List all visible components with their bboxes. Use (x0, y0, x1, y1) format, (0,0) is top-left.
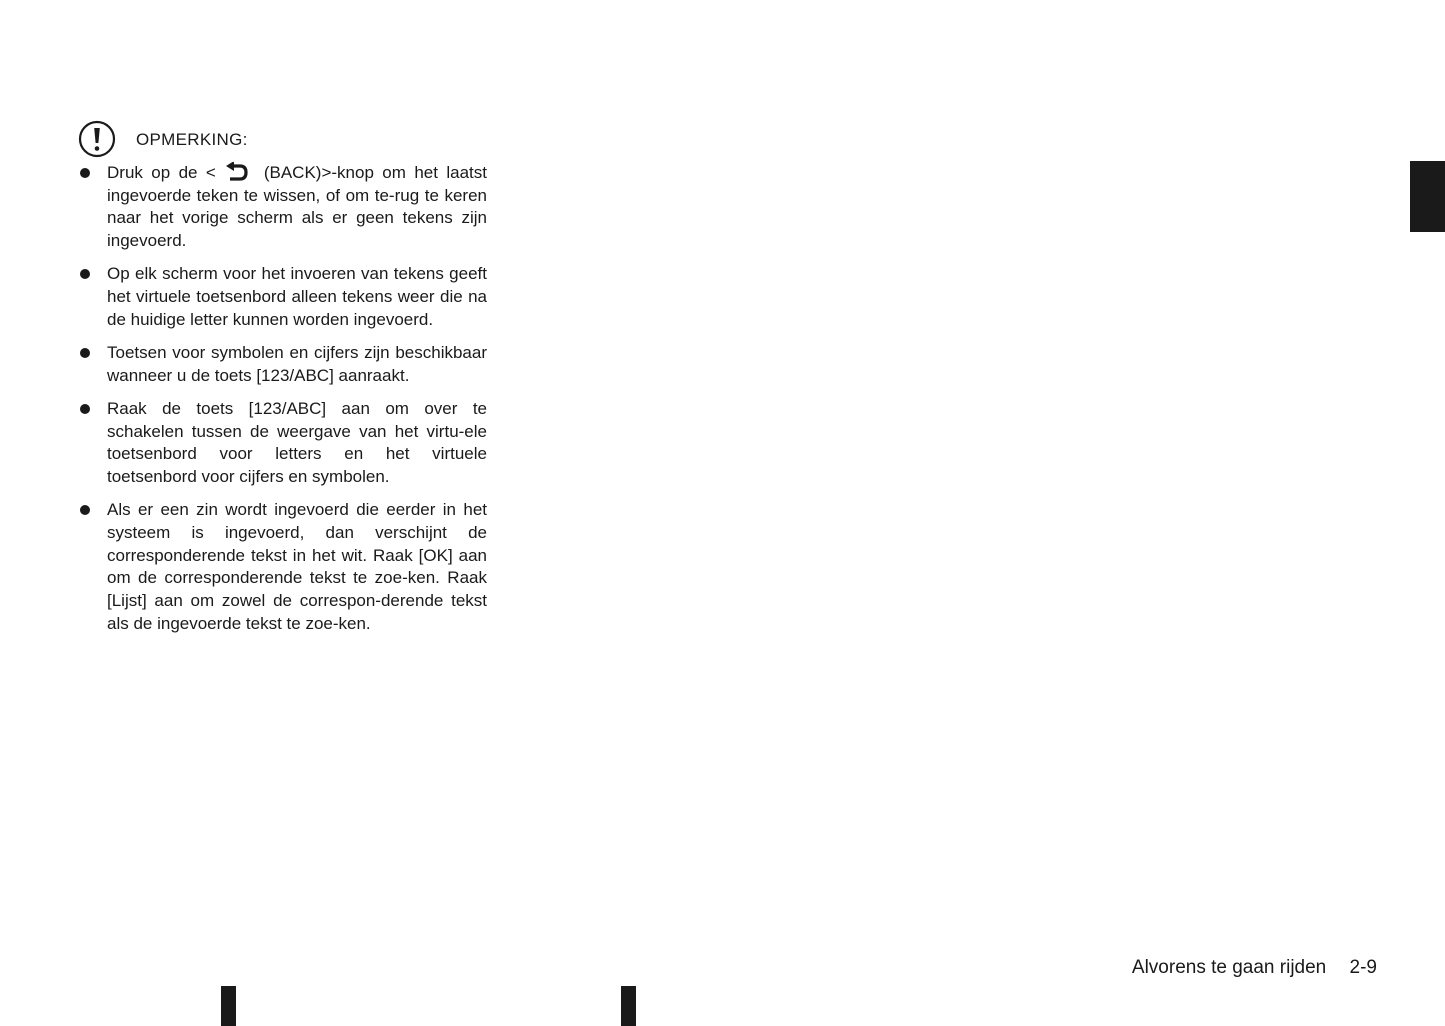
bullet-text-post: (BACK)>-knop om het laatst ingevoerde teken te wissen, of om te-rug te keren naar het vorige scherm als er geen tekens zijn ingevoerd. (107, 163, 487, 251)
crop-mark-right (621, 986, 636, 1026)
crop-mark-left (221, 986, 236, 1026)
bullet-dot-icon (80, 348, 90, 358)
bullet-dot-icon (80, 404, 90, 414)
page-footer (1132, 957, 1377, 979)
footer-section-title: Alvorens te gaan rijden (1131, 957, 1327, 978)
page-number: 2-9 (1349, 957, 1377, 978)
list-item (78, 263, 487, 331)
note-bullet-list (78, 162, 487, 646)
list-item (78, 398, 487, 489)
list-item (78, 342, 487, 387)
note-header (78, 120, 248, 158)
bullet-dot-icon (80, 168, 90, 178)
bullet-text: Op elk scherm voor het invoeren van tekens geeft het virtuele toetsenbord alleen tekens weer die na de huidige letter kunnen worden ingevoerd. (107, 264, 487, 329)
back-arrow-icon (224, 162, 250, 182)
list-item (78, 499, 487, 635)
note-title: OPMERKING: (136, 130, 248, 149)
bullet-dot-icon (80, 505, 90, 515)
list-item (78, 162, 487, 253)
bullet-text: Toetsen voor symbolen en cijfers zijn beschikbaar wanneer u de toets [123/ABC] aanraakt. (107, 342, 487, 385)
bullet-text: Raak de toets [123/ABC] aan om over te schakelen tussen de weergave van het virtu-ele toetsenbord voor letters en het virtuele toetsenbord voor cijfers en symbolen. (107, 398, 487, 486)
bullet-text: Als er een zin wordt ingevoerd die eerder in het systeem is ingevoerd, dan verschijnt de corresponderende tekst in het wit. Raak [OK] aan om de corresponderende tekst te zoe-ken. Raak [Lijst] aan om zowel de correspon-derende tekst als de ingevoerde tekst te zoe-ken. (107, 500, 487, 633)
bullet-text-pre: Druk op de < (107, 163, 216, 182)
chapter-side-tab (1410, 161, 1445, 232)
bullet-dot-icon (80, 269, 90, 279)
exclamation-circle-icon (78, 120, 116, 158)
